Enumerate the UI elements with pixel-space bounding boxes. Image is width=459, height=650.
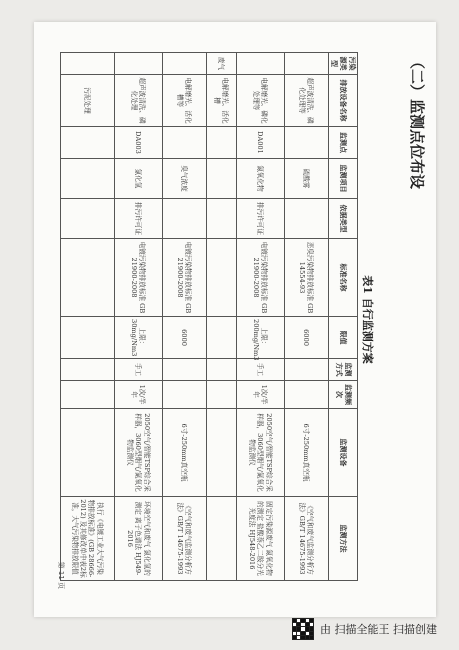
- table-cell: 废气: [206, 53, 236, 75]
- table-cell: 手工: [236, 359, 284, 381]
- table-cell: 排污许可证: [114, 199, 162, 239]
- table-cell: [284, 381, 328, 409]
- table-cell: [162, 53, 206, 75]
- table-caption: 表1 自行监测方案: [361, 275, 374, 364]
- header-cell: 监测方式: [328, 359, 357, 381]
- table-cell: 电解磨光、活化槽: [206, 75, 236, 127]
- table-cell: [60, 381, 114, 409]
- table-cell: 手工: [114, 359, 162, 381]
- table-row: [60, 53, 114, 581]
- table-cell: 环境空气和废气 氯化氢的测定 离子色谱法 HJ549-2016: [114, 497, 162, 581]
- table-cell: [206, 127, 236, 159]
- table-cell: [60, 409, 114, 497]
- table-cell: [206, 199, 236, 239]
- table-cell: 《空气和废气监测分析方法》GB/T 14675-1993: [162, 497, 206, 581]
- table-cell: 2050空气/智能TSP综合采样器，3060型烟气/氮氧化物监测仪: [236, 409, 284, 497]
- table-cell: [162, 359, 206, 381]
- table-row: [162, 53, 206, 581]
- monitoring-plan-table: [60, 52, 358, 581]
- watermark-text: 由 扫描全能王 扫描创建: [320, 623, 437, 636]
- table-cell: [162, 381, 206, 409]
- table-cell: 固定污染源废气 氮氧化物的测定 盐酸萘乙二胺分光光度法 HJ548-2016: [236, 497, 284, 581]
- table-cell: [162, 199, 206, 239]
- table-cell: [60, 317, 114, 359]
- table-cell: [206, 239, 236, 317]
- table-cell: [284, 127, 328, 159]
- table-cell: 电镀污染物排放标准 GB 21900-2008: [236, 239, 284, 317]
- table-cell: 2050空气/智能TSP综合采样器，3060型烟气/氮氧化物监测仪: [114, 409, 162, 497]
- table-cell: [206, 409, 236, 497]
- header-cell: 监测项目: [328, 159, 357, 199]
- table-cell: [60, 359, 114, 381]
- header-cell: 依据类型: [328, 199, 357, 239]
- table-cell: [206, 497, 236, 581]
- table-cell: 执行《电镀工业大气污染物排放标准》(GB 28666-2012) 及其修改单中表2标准，大气污染物排放限值: [60, 497, 114, 581]
- table-cell: [60, 127, 114, 159]
- rotated-page-content: [34, 22, 436, 617]
- table-cell: DA001: [236, 127, 284, 159]
- table-cell: [206, 317, 236, 359]
- header-cell: 标准名称: [328, 239, 357, 317]
- table-cell: 超声波清洗、磷化处理等: [284, 75, 328, 127]
- table-cell: 恶臭污染物排放标准 GB 14554-93: [284, 239, 328, 317]
- table-cell: [206, 381, 236, 409]
- table-cell: [60, 199, 114, 239]
- header-cell: 排放设备名称: [328, 75, 357, 127]
- header-cell: 污染源类型: [328, 53, 357, 75]
- page-number: 第 11 页: [57, 561, 65, 589]
- table-cell: [114, 53, 162, 75]
- table-cell: [162, 127, 206, 159]
- document-page: [34, 22, 436, 617]
- table-cell: 电镀污染物排放标准 GB 21900-2008: [162, 239, 206, 317]
- table-cell: 6000: [284, 317, 328, 359]
- table-cell: 电镀污染物排放标准 GB 21900-2008: [114, 239, 162, 317]
- table-cell: [206, 159, 236, 199]
- table-cell: [284, 359, 328, 381]
- table-cell: 《空气和废气监测分析方法》GB/T 14675-1993: [284, 497, 328, 581]
- table-cell: [236, 53, 284, 75]
- scanner-watermark: [292, 618, 437, 640]
- table-cell: 超声波清洗、磷化处理: [114, 75, 162, 127]
- table-header-row: [328, 53, 357, 581]
- table-cell: [284, 199, 328, 239]
- table-cell: [206, 359, 236, 381]
- table-cell: 1次/半年: [114, 381, 162, 409]
- table-cell: 上限：30mg/Nm3: [114, 317, 162, 359]
- header-cell: 监测点: [328, 127, 357, 159]
- table-cell: 氮氧化物: [236, 159, 284, 199]
- header-cell: 限值: [328, 317, 357, 359]
- table-cell: 污泥处理: [60, 75, 114, 127]
- qr-code-icon: [292, 618, 314, 640]
- table-cell: 电解磨光、活化槽等: [162, 75, 206, 127]
- table-cell: [60, 159, 114, 199]
- header-cell: 监测频次: [328, 381, 357, 409]
- table-row: [236, 53, 284, 581]
- table-cell: 6000: [162, 317, 206, 359]
- table-cell: 氯化氢: [114, 159, 162, 199]
- table-cell: 电解磨光、磷化处理等: [236, 75, 284, 127]
- header-cell: 监测设备: [328, 409, 357, 497]
- table-row: [114, 53, 162, 581]
- header-cell: 监测方法: [328, 497, 357, 581]
- section-heading: （二）监测点位布设: [408, 54, 426, 190]
- table-cell: 臭气浓度: [162, 159, 206, 199]
- table-cell: 6寸-250mm真空瓶: [284, 409, 328, 497]
- table-cell: 硫酸雾: [284, 159, 328, 199]
- table-cell: 1次/半年: [236, 381, 284, 409]
- table-cell: 排污许可证: [236, 199, 284, 239]
- table-row: [284, 53, 328, 581]
- table-cell: [60, 53, 114, 75]
- table-cell: [60, 239, 114, 317]
- table-cell: 6寸-250mm真空瓶: [162, 409, 206, 497]
- table-cell: 上限：200mg/Nm3: [236, 317, 284, 359]
- table-row: [206, 53, 236, 581]
- table-cell: [284, 53, 328, 75]
- table-cell: DA003: [114, 127, 162, 159]
